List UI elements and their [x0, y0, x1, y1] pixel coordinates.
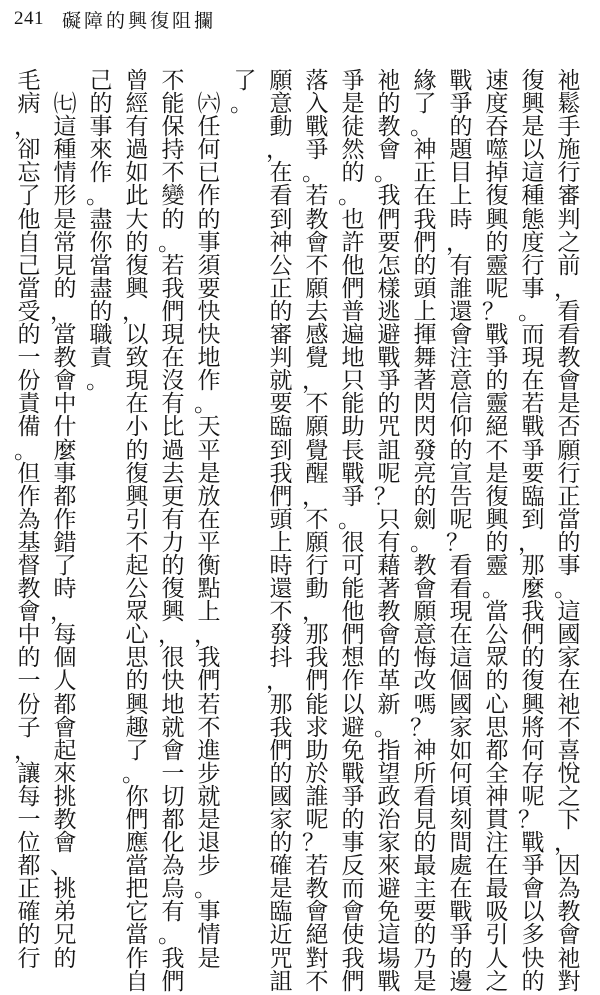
text-column: 祂 的 教 會 。 我 們 要 怎 樣 逃 避 戰 爭 的 咒 詛 呢 ？ 只 有 藉 著 教 會 的 革 新 。 指 望 政 治 家 來 避 免 這 場 戰 [374, 68, 401, 995]
text-column: ㈥ 任 何 已 作 的 事 須 要 快 快 地 作 。 天 平 是 放 在 平 衡 點 上 ， 我 們 若 不 進 步 就 是 退 步 。 事 情 是 [194, 91, 221, 972]
text-column: 了 。 [230, 68, 257, 118]
text-column: 祂 鬆 手 施 行 審 判 之 前 ， 看 看 教 會 是 否 願 行 正 當 的 事 。 這 國 家 在 祂 不 喜 悅 之 下 ， 因 為 教 會 祂 對 [554, 68, 581, 995]
text-column: 不 能 保 持 不 變 的 。 若 我 們 現 在 沒 有 比 過 去 更 有 力 的 復 興 ， 很 快 地 就 會 一 切 都 化 為 烏 有 。 我 們 [158, 68, 185, 995]
text-column: 己 的 事 來 作 。 盡 你 當 盡 的 職 責 。 [86, 68, 113, 395]
page-header [0, 0, 600, 44]
page-number: 241 [14, 8, 44, 29]
text-column: 落 入 戰 爭 。 若 教 會 不 願 去 感 覺 ， 不 願 覺 醒 ， 不 願 行 動 ， 那 我 們 能 求 助 於 誰 呢 ？ 若 教 會 絕 對 不 [302, 68, 329, 995]
text-column: ㈦ 這 種 情 形 是 常 見 的 ， 當 教 會 中 什 麼 事 都 作 錯 了 時 ， 每 個 人 都 會 起 來 挑 教 會 、 挑 弟 兄 的 [50, 91, 77, 972]
vertical-body-text [10, 68, 586, 995]
text-column: 爭 是 徒 然 的 。 也 許 他 們 普 遍 地 只 能 助 長 戰 爭 。 很 可 能 他 們 想 作 以 避 免 戰 爭 的 事 反 而 會 使 我 們 [338, 68, 365, 995]
text-column: 復 興 是 以 這 種 態 度 行 事 。 而 現 在 若 戰 爭 要 臨 到 ， 那 麼 我 們 的 復 興 將 何 存 呢 ？ 戰 爭 會 以 多 快 的 [518, 68, 545, 995]
text-column: 緣 了 。 神 正 在 我 們 的 頭 上 揮 舞 著 閃 閃 發 亮 的 劍 。 教 會 願 意 悔 改 嗎 ？ 神 所 看 見 的 最 主 要 的 乃 是 [410, 68, 437, 995]
running-title: 礙障的興復阻攔 [62, 10, 217, 32]
text-column: 戰 爭 的 題 目 上 時 ， 有 誰 還 會 注 意 信 仰 的 宣 告 呢 ？ 看 看 現 在 這 個 國 家 如 何 頃 刻 間 處 在 戰 爭 的 邊 [446, 68, 473, 995]
text-column: 曾 經 有 過 如 此 大 的 復 興 ， 以 致 現 在 小 的 復 興 引 不 起 公 眾 心 思 的 興 趣 了 。 你 們 應 當 把 它 當 作 自 [122, 68, 149, 995]
text-column: 毛 病 ， 卻 忘 了 他 自 己 當 受 的 一 份 責 備 。 但 作 為 基 督 教 會 中 的 一 份 子 ， 讓 每 一 位 都 正 確 的 行 [14, 68, 41, 972]
text-column: 願 意 動 ， 在 看 到 神 公 正 的 審 判 就 要 臨 到 我 們 頭 上 時 還 不 發 抖 ， 那 我 們 的 國 家 的 確 是 臨 近 咒 詛 [266, 68, 293, 995]
text-column: 速 度 吞 噬 掉 復 興 的 靈 呢 ？ 戰 爭 的 靈 絕 不 是 復 興 的 靈 。 當 公 眾 的 心 思 都 全 神 貫 注 在 最 吸 引 人 之 [482, 68, 509, 995]
